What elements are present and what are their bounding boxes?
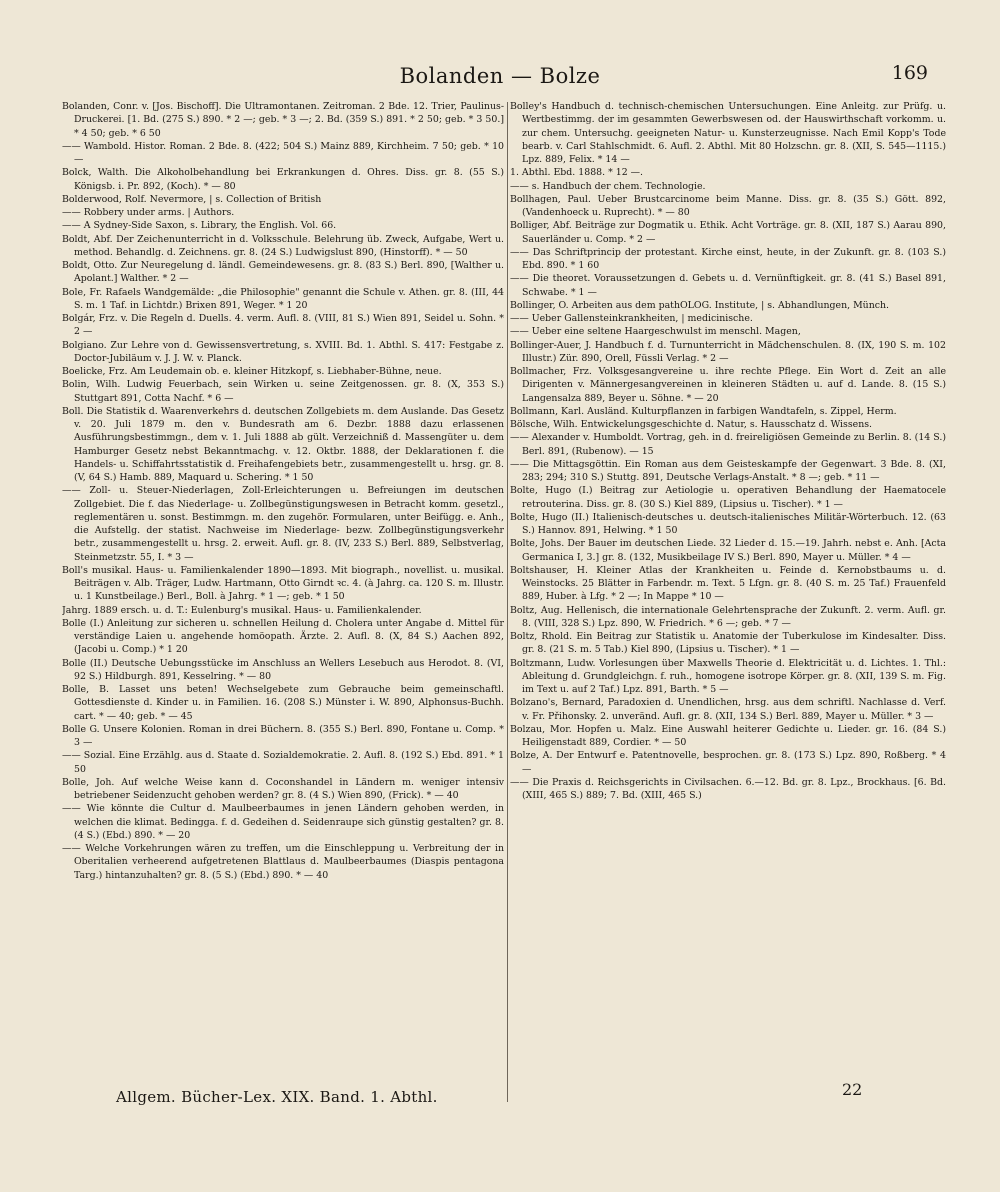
bibliography-entry: —— Die Mittagsgöttin. Ein Roman aus dem Geisteskampfe der Gegenwart. 3 Bde. 8. (XI, 283; 294; 310 S.) Stuttg. 891, Deutsche Verlags-Anstalt. * 8 —; geb. * 11 — (510, 458, 946, 483)
bibliography-entry: Boelicke, Frz. Am Leudemain ob. e. kleiner Hitzkopf, s. Liebhaber-Bühne, neue. (62, 366, 442, 377)
bibliography-entry: Boltz, Rhold. Ein Beitrag zur Statistik u. Anatomie der Tuberkulose im Kindesalter. Diss. gr. 8. (21 S. m. 5 Tab.) Kiel 890, (Lipsius u. Tischer). * 1 — (510, 631, 946, 656)
bibliography-entry: —— Welche Vorkehrungen wären zu treffen, um die Einschleppung u. Verbreitung der in Oberitalien verheerend aufgetretenen Blattlaus d. Maulbeerbaumes (Diaspis pentagona Targ.) hintanzuhalten? gr. 8. (5 S.) (Ebd.) 890. * — 40 (62, 843, 504, 881)
bibliography-entry: Bollinger, O. Arbeiten aus dem pathOLOG. Institute, | s. Abhandlungen, Münch. (510, 299, 890, 311)
bibliography-entry: Bolte, Hugo (I.) Beitrag zur Aetiologie u. operativen Behandlung der Haematocele retrouterina. Diss. gr. 8. (30 S.) Kiel 889, (Lipsius u. Tischer). * 1 — (510, 485, 946, 510)
bibliography-entry: —— Sozial. Eine Erzählg. aus d. Staate d. Sozialdemokratie. 2. Aufl. 8. (192 S.) Ebd. 891. * 1 50 (62, 750, 504, 775)
bibliography-entry: —— Zoll- u. Steuer-Niederlagen, Zoll-Erleichterungen u. Befreiungen im deutschen Zollgebiet. Die f. das Niederlage- u. Zollbegünstigungswesen in Betracht komm. gesetzl., reglementären u. sonst. Bestimmgn. m. den zugehör. Formularen, unter Beifügg. e. Anh., die Aufstellg. der statist. Nachweise im Niederlage- bezw. Zollbegünstigungsverkehr betr., zusammengestellt u. hrsg. 2. erweit. Aufl. gr. 8. (IV, 233 S.) Berl. 889, Selbstverlag, Steinmetzstr. 55, I. * 3 — (62, 485, 504, 563)
bibliography-entry: Bolzano's, Bernard, Paradoxien d. Unendlichen, hrsg. aus dem schriftl. Nachlasse d. Verf. v. Fr. Přihonsky. 2. unveränd. Aufl. gr. 8. (XII, 134 S.) Berl. 889, Mayer u. Müller. * 3 — (510, 697, 946, 722)
left-column (62, 100, 504, 1075)
bibliography-entry: Bolanden, Conr. v. [Jos. Bischoff]. Die Ultramontanen. Zeitroman. 2 Bde. 12. Trier, Paulinus-Druckerei. [1. Bd. (275 S.) 890. * 2 —; geb. * 3 —; 2. Bd. (359 S.) 891. * 2 50; geb. * 3 50.] * 4 50; geb. * 6 50 (62, 101, 504, 139)
header-title: Bolanden — Bolze (399, 64, 601, 88)
bibliography-entry: Bolgár, Frz. v. Die Regeln d. Duells. 4. verm. Aufl. 8. (VIII, 81 S.) Wien 891, Seidel u. Sohn. * 2 — (62, 313, 504, 338)
bibliography-entry: Bolin, Wilh. Ludwig Feuerbach, sein Wirken u. seine Zeitgenossen. gr. 8. (X, 353 S.) Stuttgart 891, Cotta Nachf. * 6 — (62, 379, 504, 404)
bibliography-entry: —— Die Praxis d. Reichsgerichts in Civilsachen. 6.—12. Bd. gr. 8. Lpz., Brockhaus. [6. Bd. (XIII, 465 S.) 889; 7. Bd. (XIII, 465 S.) (510, 776, 946, 801)
bibliography-entry: Bollmann, Karl. Ausländ. Kulturpflanzen in farbigen Wandtafeln, s. Zippel, Herm. (510, 405, 897, 417)
bibliography-entry: Boll's musikal. Haus- u. Familienkalender 1890—1893. Mit biograph., novellist. u. musikal. Beiträgen v. Alb. Träger, Ludw. Hartmann, Otto Girndt ꝛc. 4. (à Jahrg. ca. 120 S. m. Illustr. u. 1 Kunstbeilage.) Berl., Boll. à Jahrg. * 1 —; geb. * 1 50 (62, 564, 504, 603)
bibliography-entry: Bolle G. Unsere Kolonien. Roman in drei Büchern. 8. (355 S.) Berl. 890, Fontane u. Comp. * 3 — (62, 723, 504, 748)
bibliography-entry: Bolle, B. Lasset uns beten! Wechselgebete zum Gebrauche beim gemeinschaftl. Gottesdienste d. Kinder u. in Familien. 16. (208 S.) Münster i. W. 890, Alphonsus-Buchh. cart. * — 40; geb. * — 45 (62, 684, 504, 722)
bibliography-entry: Bollhagen, Paul. Ueber Brustcarcinome beim Manne. Diss. gr. 8. (35 S.) Gött. 892, (Vandenhoeck u. Ruprecht). * — 80 (510, 193, 946, 218)
bibliography-entry: —— Die theoret. Voraussetzungen d. Gebets u. d. Vernünftigkeit. gr. 8. (41 S.) Basel 891, Schwabe. * 1 — (510, 273, 946, 298)
bibliography-entry: Bollmacher, Frz. Volksgesangvereine u. ihre rechte Pflege. Ein Wort d. Zeit an alle Dirigenten v. Männergesangvereinen in kleineren Städten u. auf d. Lande. 8. (15 S.) Langensalza 889, Beyer u. Söhne. * — 20 (510, 366, 946, 404)
bibliography-entry: Boltshauser, H. Kleiner Atlas der Krankheiten u. Feinde d. Kernobstbaums u. d. Weinstocks. 25 Blätter in Farbendr. m. Text. 5 Lfgn. gr. 8. (40 S. m. 25 Taf.) Frauenfeld 889, Huber. à Lfg. * 2 —; In Mappe * 10 — (510, 564, 946, 603)
bibliography-entry: —— Robbery under arms. | Authors. (62, 207, 235, 218)
bibliography-entry: Bolze, A. Der Entwurf e. Patentnovelle, besprochen. gr. 8. (173 S.) Lpz. 890, Roßberg. * 4 — (510, 750, 946, 775)
bibliography-entry: Bolley's Handbuch d. technisch-chemischen Untersuchungen. Eine Anleitg. zur Prüfg. u. Wertbestimmg. der im gesammten Gewerbswesen od. der Hauswirthschaft vorkomm. u. zur chem. Untersuchg. geeigneten Natur- u. Kunsterzeugnisse. Nach Emil Kopp's Tode bearb. v. Carl Stahlschmidt. 6. Aufl. 2. Abthl. Mit 80 Holzschn. gr. 8. (XII, S. 545—1115.) Lpz. 889, Felix. * 14 — (510, 101, 946, 165)
bibliography-entry: Bolle (I.) Anleitung zur sicheren u. schnellen Heilung d. Cholera unter Angabe d. Mittel für verständige Laien u. angehende homöopath. Ärzte. 2. Aufl. 8. (X, 84 S.) Aachen 892, (Jacobi u. Comp.) * 1 20 (62, 617, 504, 656)
bibliography-entry: —— Ueber Gallensteinkrankheiten, | medicinische. (510, 313, 753, 324)
bibliography-entry: Bolliger, Abf. Beiträge zur Dogmatik u. Ethik. Acht Vorträge. gr. 8. (XII, 187 S.) Aarau 890, Sauerländer u. Comp. * 2 — (510, 220, 946, 245)
right-column (510, 100, 946, 1075)
bibliography-entry: Boltz, Aug. Hellenisch, die internationale Gelehrtensprache der Zukunft. 2. verm. Aufl. gr. 8. (VIII, 328 S.) Lpz. 890, W. Friedrich. * 6 —; geb. * 7 — (510, 604, 946, 629)
bibliography-entry: —— s. Handbuch der chem. Technologie. (510, 180, 706, 192)
bibliography-entry: —— Das Schriftprincip der protestant. Kirche einst, heute, in der Zukunft. gr. 8. (103 S.) Ebd. 890. * 1 60 (510, 246, 946, 271)
bibliography-entry: Bolderwood, Rolf. Nevermore, | s. Collection of British (62, 193, 322, 205)
running-header (0, 60, 1000, 90)
bibliography-entry: Bolle (II.) Deutsche Uebungsstücke im Anschluss an Wellers Lesebuch aus Herodot. 8. (VI, 92 S.) Hildburgh. 891, Kesselring. * — 80 (62, 657, 504, 682)
bibliography-entry: Boldt, Otto. Zur Neuregelung d. ländl. Gemeindewesens. gr. 8. (83 S.) Berl. 890, [Walther u. Apolant.] Walther. * 2 — (62, 260, 504, 285)
bibliography-entry: —— Ueber eine seltene Haargeschwulst im menschl. Magen, (510, 326, 801, 338)
bibliography-entry: Bölsche, Wilh. Entwickelungsgeschichte d. Natur, s. Hausschatz d. Wissens. (510, 419, 873, 430)
bibliography-entry: Bole, Fr. Rafaels Wandgemälde: „die Philosophie" genannt die Schule v. Athen. gr. 8. (III, 44 S. m. 1 Taf. in Lichtdr.) Brixen 891, Weger. * 1 20 (62, 286, 504, 311)
bibliography-entry: —— Alexander v. Humboldt. Vortrag, geh. in d. freireligiösen Gemeinde zu Berlin. 8. (14 S.) Berl. 891, (Rubenow). — 15 (510, 432, 946, 457)
column-divider (507, 102, 508, 1102)
bibliography-entry: Bolck, Walth. Die Alkoholbehandlung bei Erkrankungen d. Ohres. Diss. gr. 8. (55 S.) Königsb. i. Pr. 892, (Koch). * — 80 (62, 167, 504, 192)
bibliography-entry: Bollinger-Auer, J. Handbuch f. d. Turnunterricht in Mädchenschulen. 8. (IX, 190 S. m. 102 Illustr.) Zür. 890, Orell, Füssli Verlag. * 2 — (510, 339, 946, 364)
bibliography-entry: Boltzmann, Ludw. Vorlesungen über Maxwells Theorie d. Elektricität u. d. Lichtes. 1. Thl.: Ableitung d. Grundgleichgn. f. ruh., homogene isotrope Körper. gr. 8. (XII, 139 S. m. Fig. im Text u. auf 2 Taf.) Lpz. 891, Barth. * 5 — (510, 657, 946, 695)
bibliography-entry: Boll. Die Statistik d. Waarenverkehrs d. deutschen Zollgebiets m. dem Auslande. Das Gesetz v. 20. Juli 1879 m. den v. Bundesrath am 6. Dezbr. 1888 dazu erlassenen Ausführungsbestimmgn., dem v. 1. Juli 1888 ab gült. Verzeichniß d. Massengüter u. dem Hamburger Gesetz nebst Bekanntmachg. v. 12. Oktbr. 1888, der Deklarationen f. die Handels- u. Schiffahrtsstatistik d. Freihafengebiets betr., zusammengestellt u. hrsg. gr. 8. (V, 64 S.) Hamb. 889, Maquard u. Schering. * 1 50 (62, 405, 504, 483)
bibliography-entry: Bolte, Hugo (II.) Italienisch-deutsches u. deutsch-italienisches Militär-Wörterbuch. 12. (63 S.) Hannov. 891, Helwing. * 1 50 (510, 511, 946, 536)
bibliography-entry: Bolzau, Mor. Hopfen u. Malz. Eine Auswahl heiterer Gedichte u. Lieder. gr. 16. (84 S.) Heiligenstadt 889, Cordier. * — 50 (510, 723, 946, 748)
bibliography-entry: Bolle, Joh. Auf welche Weise kann d. Coconshandel in Ländern m. weniger intensiv betriebener Seidenzucht gehoben werden? gr. 8. (4 S.) Wien 890, (Frick). * — 40 (62, 776, 504, 801)
signature-line: Allgem. Bücher-Lex. XIX. Band. 1. Abthl. (116, 1088, 438, 1106)
bibliography-entry: —— Wambold. Histor. Roman. 2 Bde. 8. (422; 504 S.) Mainz 889, Kirchheim. 7 50; geb. * 10 — (62, 140, 504, 165)
bibliography-entry: Bolgiano. Zur Lehre von d. Gewissensvertretung, s. XVIII. Bd. 1. Abthl. S. 417: Festgabe z. Doctor-Jubiläum v. J. J. W. v. Planck. (62, 339, 504, 364)
signature-number: 22 (842, 1080, 863, 1099)
bibliography-entry: Jahrg. 1889 ersch. u. d. T.: Eulenburg's musikal. Haus- u. Familienkalender. (62, 604, 422, 616)
bibliography-entry: 1. Abthl. Ebd. 1888. * 12 —. (510, 167, 644, 179)
bibliography-entry: Bolte, Johs. Der Bauer im deutschen Liede. 32 Lieder d. 15.—19. Jahrh. nebst e. Anh. [Acta Germanica I, 3.] gr. 8. (132, Musikbeilage IV S.) Berl. 890, Mayer u. Müller. * 4 — (510, 538, 946, 563)
page-number: 169 (891, 62, 928, 84)
bibliography-entry: Boldt, Abf. Der Zeichenunterricht in d. Volksschule. Belehrung üb. Zweck, Aufgabe, Wert u. method. Behandlg. d. Zeichnens. gr. 8. (24 S.) Ludwigslust 890, (Hinstorff). * — 50 (62, 233, 504, 258)
bibliography-entry: —— Wie könnte die Cultur d. Maulbeerbaumes in jenen Ländern gehoben werden, in welchen die klimat. Bedingga. f. d. Gedeihen d. Seidenraupe sich günstig gestalten? gr. 8. (4 S.) (Ebd.) 890. * — 20 (62, 803, 504, 841)
bibliography-entry: —— A Sydney-Side Saxon, s. Library, the English. Vol. 66. (62, 220, 337, 232)
